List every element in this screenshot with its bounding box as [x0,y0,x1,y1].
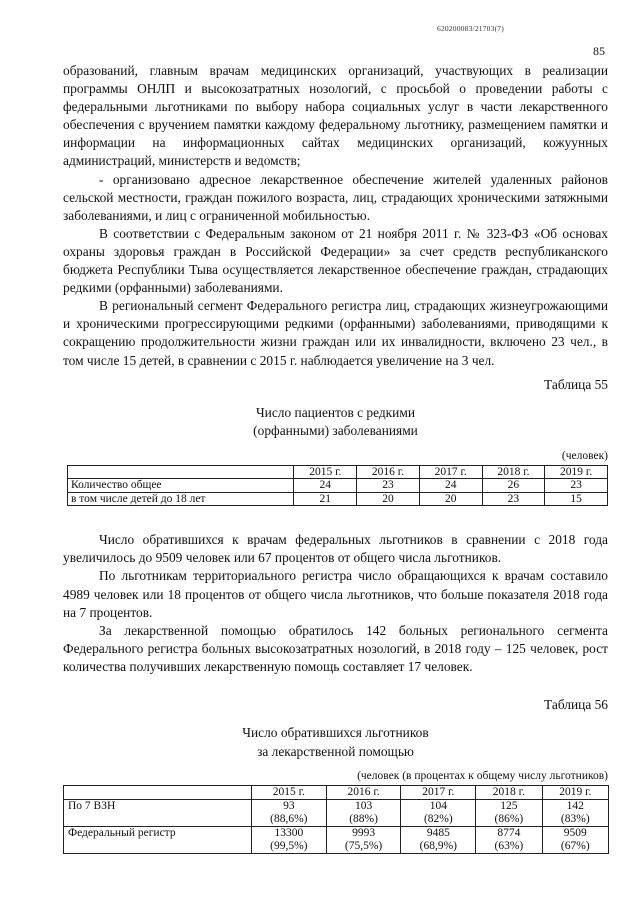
cell-value [251,800,326,827]
document-code: 620200083/21703(7) [437,24,504,33]
year-header: 2015 г. [294,465,357,479]
cell-count: 9509 [563,827,587,840]
table-55-units: (человек) [561,449,608,462]
cell-value [476,800,542,827]
paragraph: В региональный сегмент Федерального регистра лиц, страдающих жизнеугрожающими и хроническими прогрессирующими редкими (орфанными) заболеваниями, приводящими к сокращению продолжительности жизни граждан или их инвалидности, включено 23 чел., в том числе 15 детей, в сравнении с 2015 г. наблюдается увеличение на 3 чел. [63,298,608,368]
row-label: Количество общее [68,479,294,493]
year-header: 2016 г. [326,786,401,800]
cell-count: 93 [283,800,295,813]
page-number: 85 [593,44,605,58]
cell-percent: (68,9%) [419,840,458,853]
cell-value: 21 [294,492,357,506]
document-body [63,62,608,854]
row-label: в том числе детей до 18 лет [68,492,294,506]
year-header: 2019 г. [545,465,608,479]
row-label: Федеральный регистр [64,827,252,854]
cell-value [476,827,542,854]
cell-value [542,827,608,854]
year-header: 2018 г. [476,786,542,800]
cell-percent: (88,6%) [270,813,308,826]
table-row [64,800,609,827]
table-header-row [68,465,608,479]
cell-count: 142 [566,800,584,813]
cell-value: 23 [357,479,420,493]
cell-value: 20 [419,492,482,506]
row-label: По 7 ВЗН [64,800,252,827]
cell-value: 26 [482,479,545,493]
table-56-label: Таблица 56 [544,697,608,713]
cell-value [401,827,476,854]
cell-value [401,800,476,827]
cell-percent: (88%) [349,813,378,826]
caption-line: Число обратившихся льготников [242,725,429,741]
cell-count: 103 [354,800,373,813]
table-55-label: Таблица 55 [544,376,608,392]
table-56-caption [63,724,608,761]
year-header: 2017 г. [419,465,482,479]
cell-count: 125 [500,800,518,813]
cell-value: 23 [482,492,545,506]
caption-line: (орфанными) заболеваниями [253,423,418,439]
cell-count: 104 [429,800,447,813]
year-header: 2017 г. [401,786,476,800]
table-row [68,479,608,493]
cell-percent: (75,5%) [344,840,383,853]
cell-count: 8774 [497,827,521,840]
cell-count: 9993 [352,827,376,840]
table-55-caption [63,404,608,441]
table-56 [63,785,609,854]
cell-value [542,800,608,827]
paragraph: По льготникам территориального регистра число обращающихся к врачам составило 4989 человек или 18 процентов от общего числа льготников, что больше показателя 2018 года на 7 процентов. [63,568,608,620]
table-56-units: (человек (в процентах к общему числу льготников) [357,770,608,783]
caption-line: за лекарственной помощью [257,743,414,759]
cell-value: 20 [357,492,420,506]
cell-percent: (67%) [560,840,590,853]
cell-percent: (99,5%) [270,840,308,853]
cell-percent: (63%) [494,840,524,853]
cell-value: 24 [419,479,482,493]
cell-count: 9485 [426,827,450,840]
year-header: 2019 г. [542,786,608,800]
cell-percent: (86%) [494,813,524,826]
cell-value: 15 [545,492,608,506]
cell-value: 23 [545,479,608,493]
cell-value [326,800,401,827]
cell-value [251,827,326,854]
cell-value [326,827,401,854]
year-header: 2018 г. [482,465,545,479]
year-header: 2015 г. [251,786,326,800]
table-55 [67,465,608,507]
table-row [68,492,608,506]
paragraph: Число обратившихся к врачам федеральных льготников в сравнении с 2018 года увеличилось до 9509 человек или 67 процентов от общего числа льготников. [63,532,608,566]
cell-count: 13300 [274,827,304,840]
caption-line: Число пациентов с редкими [255,404,415,420]
paragraph: образований, главным врачам медицинских организаций, участвующих в реализации программы ОНЛП и высокозатратных нозологий, с просьбой о проведении работы с федеральными льготниками по выбору набора социальных услуг в части лекарственного обеспечения с вручением памятки каждому федеральному льготнику, размещением памятки и информации на информационных сайтах медицинских организаций, кожуунных администраций, министерств и ведомств; [63,63,608,169]
paragraph: - организовано адресное лекарственное обеспечение жителей удаленных районов сельской местности, граждан пожилого возраста, лиц, страдающих хроническими затяжными заболеваниями, и лиц с ограниченной мобильностью. [63,171,608,223]
cell-value: 24 [294,479,357,493]
year-header: 2016 г. [357,465,420,479]
header-empty-cell [64,786,252,800]
paragraph: За лекарственной помощью обратилось 142 больных регионального сегмента Федерального регистра больных высокозатратных нозологий, в 2018 году – 125 человек, рост количества получивших лекарственную помощь составляет 17 человек. [63,622,608,674]
table-header-row [64,786,609,800]
table-row [64,827,609,854]
cell-percent: (82%) [423,813,453,826]
header-empty-cell [68,465,294,479]
cell-percent: (83%) [560,813,590,826]
paragraph: В соответствии с Федеральным законом от 21 ноября 2011 г. № 323-ФЗ «Об основах охраны здоровья граждан в Российской Федерации» за счет средств республиканского бюджета Республики Тыва осуществляется лекарственное обеспечение граждан, страдающих редкими (орфанными) заболеваниями. [63,225,608,296]
